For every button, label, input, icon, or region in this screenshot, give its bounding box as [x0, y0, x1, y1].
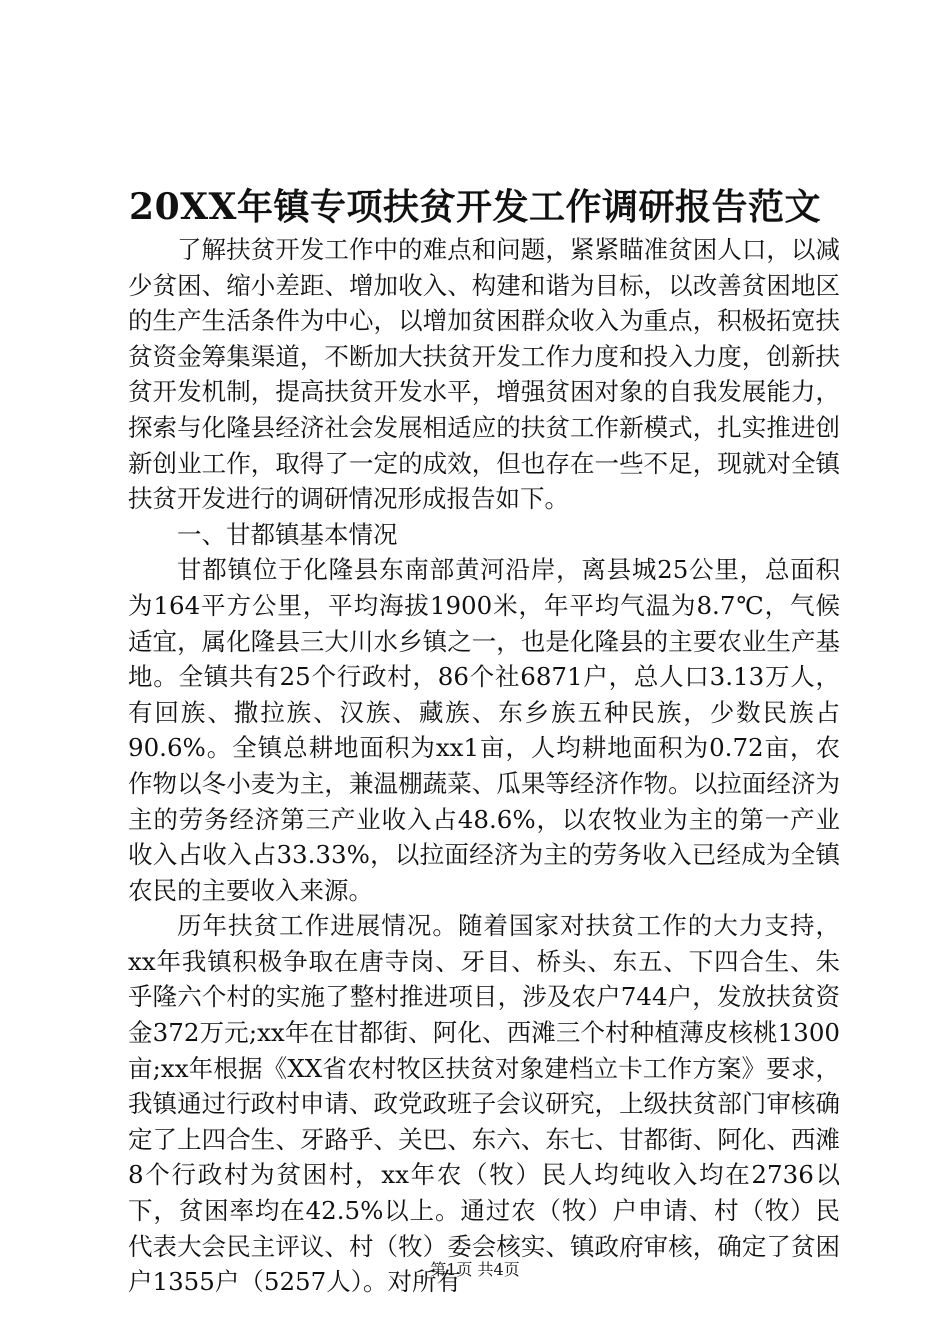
section-heading-basic-info: 一、甘都镇基本情况: [177, 519, 398, 549]
document-body: [128, 232, 840, 1300]
page-footer: 第1页 共4页: [430, 1260, 520, 1279]
document-title: 20XX年镇专项扶贫开发工作调研报告范文: [129, 186, 821, 228]
paragraph-intro: 了解扶贫开发工作中的难点和问题，紧紧瞄准贫困人口，以减少贫困、缩小差距、增加收入、构建和谐为目标，以改善贫困地区的生产生活条件为中心，以增加贫困群众收入为重点，积极拓宽扶贫资金筹集渠道，不断加大扶贫开发工作力度和投入力度，创新扶贫开发机制，提高扶贫开发水平，增强贫困对象的自我发展能力，探索与化隆县经济社会发展相适应的扶贫工作新模式，扎实推进创新创业工作，取得了一定的成效，但也存在一些不足，现就对全镇扶贫开发进行的调研情况形成报告如下。: [128, 235, 840, 514]
paragraph-poverty-progress: 历年扶贫工作进展情况。随着国家对扶贫工作的大力支持，xx年我镇积极争取在唐寺岗、牙目、桥头、东五、下四合生、朱乎隆六个村的实施了整村推进项目，涉及农户744户，发放扶贫资金372万元;xx年在甘都街、阿化、西滩三个村种植薄皮核桃1300亩;xx年根据《XX省农村牧区扶贫对象建档立卡工作方案》要求，我镇通过行政村申请、政党政班子会议研究，上级扶贫部门审核确定了上四合生、牙路乎、关巴、东六、东七、甘都街、阿化、西滩8个行政村为贫困村，xx年农（牧）民人均纯收入均在2736以下，贫困率均在42.5%以上。通过农（牧）户申请、村（牧）民代表大会民主评议、村（牧）委会核实、镇政府审核，确定了贫困户1355户（5257人）。对所有: [128, 911, 840, 1297]
paragraph-town-overview: 甘都镇位于化隆县东南部黄河沿岸，离县城25公里，总面积为164平方公里，平均海拔1900米，年平均气温为8.7℃，气候适宜，属化隆县三大川水乡镇之一，也是化隆县的主要农业生产基地。全镇共有25个行政村，86个社6871户，总人口3.13万人，有回族、撒拉族、汉族、藏族、东乡族五种民族，少数民族占90.6%。全镇总耕地面积为xx1亩，人均耕地面积为0.72亩，农作物以冬小麦为主，兼温棚蔬菜、瓜果等经济作物。以拉面经济为主的劳务经济第三产业收入占48.6%，以农牧业为主的第一产业收入占收入占33.33%，以拉面经济为主的劳务收入已经成为全镇农民的主要收入来源。: [128, 555, 840, 905]
